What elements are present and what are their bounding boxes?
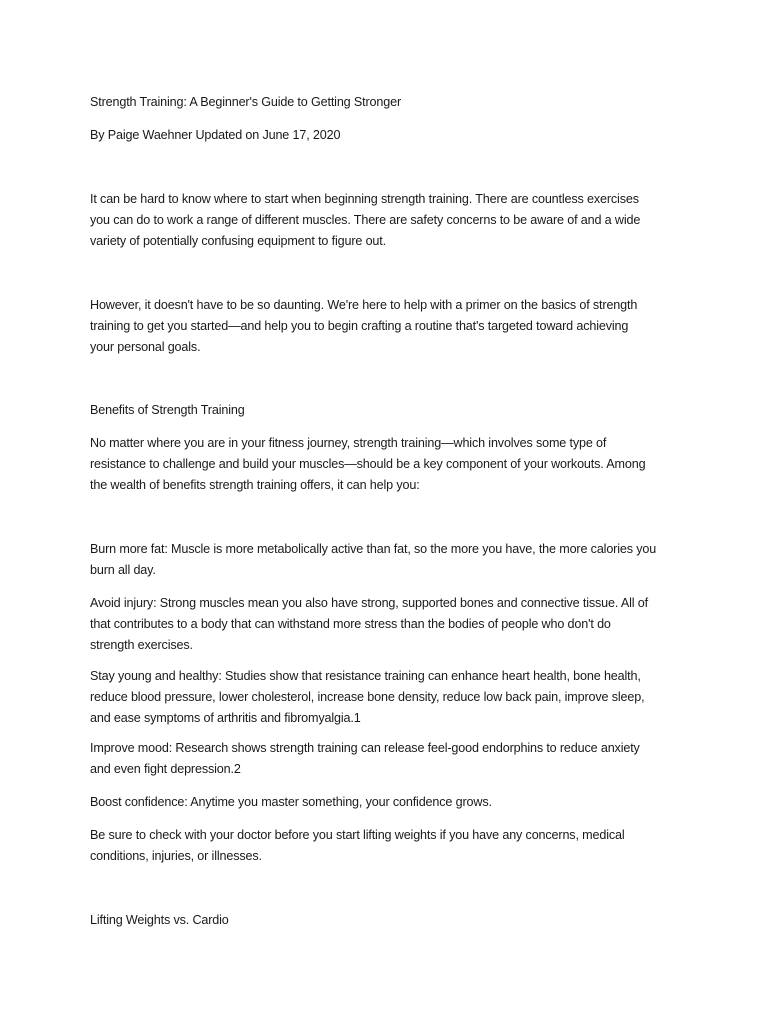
intro-paragraph-1: It can be hard to know where to start when beginning strength training. There are countless exercises you can do to work a range of different muscles. There are safety concerns to be aware of and a wide variety of potentially confusing equipment to figure out.: [90, 192, 641, 248]
doctor-note-paragraph: Be sure to check with your doctor before you start lifting weights if you have any concerns, medical conditions, injuries, or illnesses.: [90, 828, 625, 863]
benefit-stay-young: Stay young and healthy: Studies show that resistance training can enhance heart health, bone health, reduce blood pressure, lower cholesterol, increase bone density, reduce low back pain, improve sleep, and ease symptoms of arthritis and fibromyalgia.1: [90, 669, 645, 725]
benefits-intro-paragraph: No matter where you are in your fitness journey, strength training—which involves some type of resistance to challenge and build your muscles—should be a key component of your workouts. Among the wealth of benefits strength training offers, it can help you:: [90, 436, 646, 492]
document-title: Strength Training: A Beginner's Guide to Getting Stronger: [90, 95, 401, 109]
section-heading-benefits: Benefits of Strength Training: [90, 403, 245, 417]
byline: By Paige Waehner Updated on June 17, 2020: [90, 128, 341, 142]
benefit-improve-mood: Improve mood: Research shows strength training can release feel-good endorphins to reduce anxiety and even fight depression.2: [90, 741, 640, 776]
benefit-burn-fat: Burn more fat: Muscle is more metabolically active than fat, so the more you have, the more calories you burn all day.: [90, 542, 657, 577]
intro-paragraph-2: However, it doesn't have to be so daunting. We're here to help with a primer on the basics of strength training to get you started—and help you to begin crafting a routine that's targeted toward achieving your personal goals.: [90, 298, 638, 354]
benefit-boost-confidence: Boost confidence: Anytime you master something, your confidence grows.: [90, 795, 492, 809]
section-heading-lifting-vs-cardio: Lifting Weights vs. Cardio: [90, 913, 229, 927]
benefit-avoid-injury: Avoid injury: Strong muscles mean you also have strong, supported bones and connective tissue. All of that contributes to a body that can withstand more stress than the bodies of people who don't do strength exercises.: [90, 596, 648, 652]
